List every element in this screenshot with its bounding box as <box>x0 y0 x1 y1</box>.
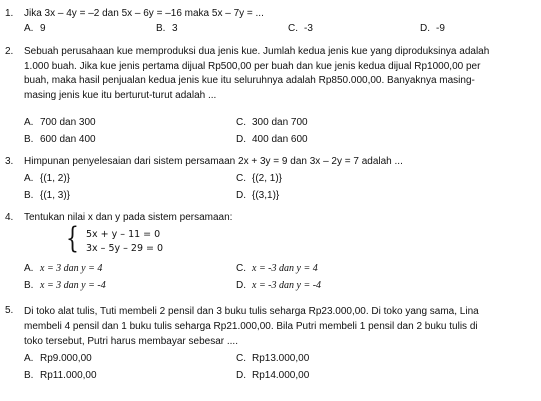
stem-line: membeli 4 pensil dan 1 buku tulis seharga Rp21.000,00. Bila Putri membeli 1 pensil dan 2 buku tulis di <box>24 321 478 332</box>
option-d: D. 400 dan 600 <box>236 134 308 145</box>
stem-line: toko tersebut, Putri harus membayar sebesar .... <box>24 336 238 347</box>
question-number: 5. <box>5 305 14 316</box>
option-d: D. {(3,1)} <box>236 190 280 201</box>
option-b: B. x = 3 dan y = -4 <box>24 280 106 291</box>
question-number: 4. <box>5 212 14 223</box>
question-number: 1. <box>5 8 14 19</box>
option-b: B. Rp11.000,00 <box>24 370 97 381</box>
option-c: C. 300 dan 700 <box>236 117 308 128</box>
option-d: D. -9 <box>420 23 445 34</box>
question-number: 2. <box>5 46 14 57</box>
option-a: A. {(1, 2)} <box>24 173 71 184</box>
question-number: 3. <box>5 156 14 167</box>
option-c: C. {(2, 1)} <box>236 173 283 184</box>
system-equation-2: 3x – 5y – 29 = 0 <box>86 243 164 254</box>
stem-line: Di toko alat tulis, Tuti membeli 2 pensil dan 3 buku tulis seharga Rp23.000,00. Di toko yang sama, Lina <box>24 306 479 317</box>
option-c: C. -3 <box>288 23 313 34</box>
option-d: D. Rp14.000,00 <box>236 370 310 381</box>
question-stem <box>24 304 532 349</box>
option-a: A. 700 dan 300 <box>24 117 96 128</box>
option-a: A. x = 3 dan y = 4 <box>24 263 103 274</box>
option-b: B. 3 <box>156 23 178 34</box>
stem-line: 1.000 buah. Jika kue jenis pertama dijual Rp500,00 per buah dan kue jenis kedua dijual Rp1000,00 per <box>24 60 481 72</box>
stem-line: buah, maka hasil penjualan kedua jenis kue itu seluruhnya adalah Rp850.000,00. Banyaknya masing- <box>24 75 475 86</box>
question-stem: Tentukan nilai x dan y pada sistem persamaan: <box>24 212 233 223</box>
option-a: A. Rp9.000,00 <box>24 353 92 364</box>
option-d: D. x = -3 dan y = -4 <box>236 280 322 291</box>
question-stem: Himpunan penyelesaian dari sistem persamaan 2x + 3y = 9 dan 3x – 2y = 7 adalah ... <box>24 156 403 167</box>
option-c: C. x = -3 dan y = 4 <box>236 263 318 274</box>
question-stem <box>24 45 532 103</box>
question-stem: Jika 3x – 4y = –2 dan 5x – 6y = –16 maka 5x – 7y = ... <box>24 8 264 19</box>
system-equation-1: 5x + y – 11 = 0 <box>86 229 161 240</box>
stem-line: masing jenis kue itu berturut-turut adalah ... <box>24 89 217 101</box>
option-c: C. Rp13.000,00 <box>236 353 310 364</box>
system-brace: { <box>66 221 79 255</box>
option-b: B. 600 dan 400 <box>24 134 96 145</box>
option-a: A. 9 <box>24 23 46 34</box>
stem-line: Sebuah perusahaan kue memproduksi dua jenis kue. Jumlah kedua jenis kue yang diproduksinya adalah <box>24 46 490 57</box>
option-b: B. {(1, 3)} <box>24 190 71 201</box>
